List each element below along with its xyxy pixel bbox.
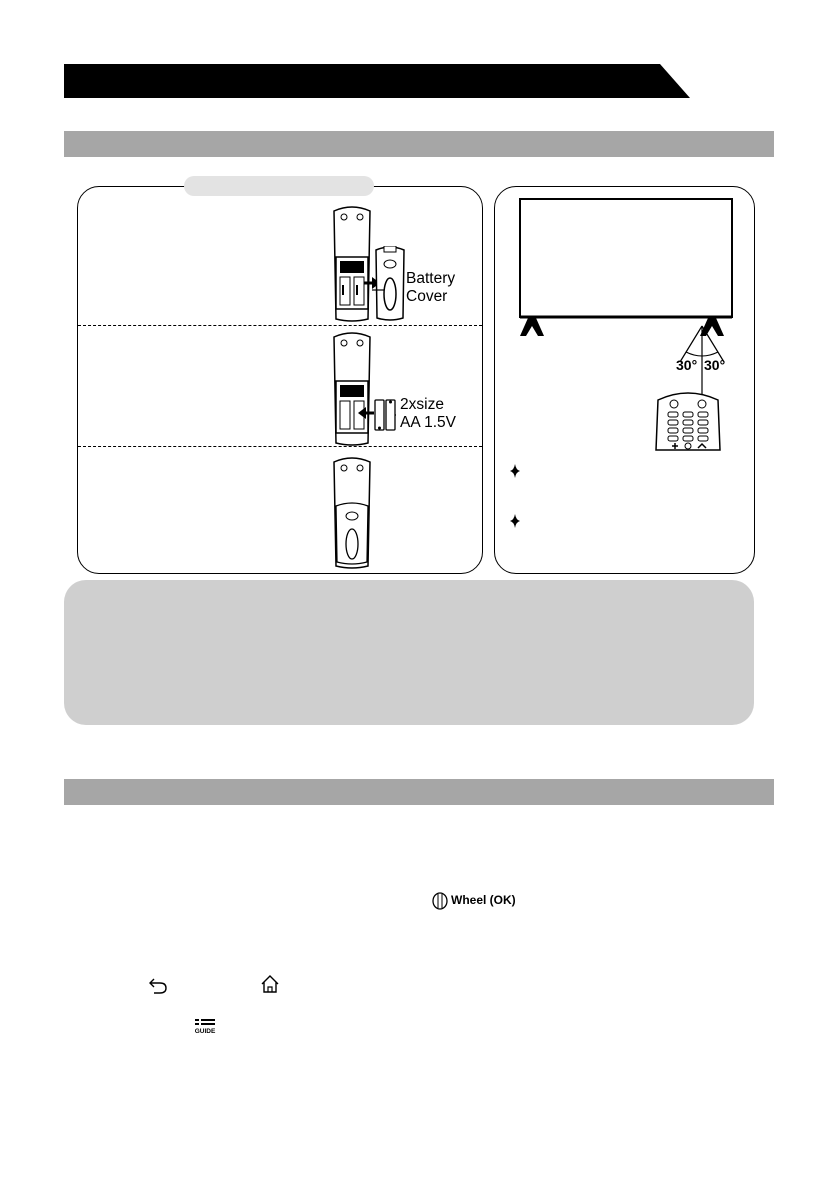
battery-spec-label-line2: AA 1.5V xyxy=(400,414,457,431)
battery-installation-panel xyxy=(77,186,483,574)
aa-batteries-illustration xyxy=(374,398,396,432)
back-arrow-icon xyxy=(146,978,168,994)
remote-closed-illustration xyxy=(322,456,382,570)
home-icon xyxy=(260,974,280,994)
arrow-left-icon xyxy=(358,406,374,420)
step-divider xyxy=(78,446,482,447)
angle-right-label: 30° xyxy=(704,357,726,373)
battery-cover-label-line2: Cover xyxy=(406,288,448,305)
battery-spec-label-line1: 2xsize xyxy=(400,396,444,413)
tv-range-diagram xyxy=(518,196,736,408)
battery-cover-label-line1: Battery xyxy=(406,270,456,287)
wheel-icon xyxy=(432,892,448,910)
note-box xyxy=(64,580,754,725)
title-banner xyxy=(64,64,690,98)
section-header-bar-batteries xyxy=(64,131,774,157)
installation-panel-tab xyxy=(184,176,374,196)
guide-icon xyxy=(194,1018,216,1036)
four-point-star-icon xyxy=(510,464,520,478)
remote-front-illustration xyxy=(652,388,724,452)
guide-label: GUIDE xyxy=(194,1028,216,1035)
angle-left-label: 30° xyxy=(676,357,698,373)
wheel-ok-label: Wheel (OK) xyxy=(451,893,516,907)
section-header-bar-buttons xyxy=(64,779,774,805)
step-divider xyxy=(78,325,482,326)
four-point-star-icon xyxy=(510,514,520,528)
battery-cover-illustration xyxy=(370,246,410,322)
remote-insert-batteries-illustration xyxy=(322,331,382,447)
